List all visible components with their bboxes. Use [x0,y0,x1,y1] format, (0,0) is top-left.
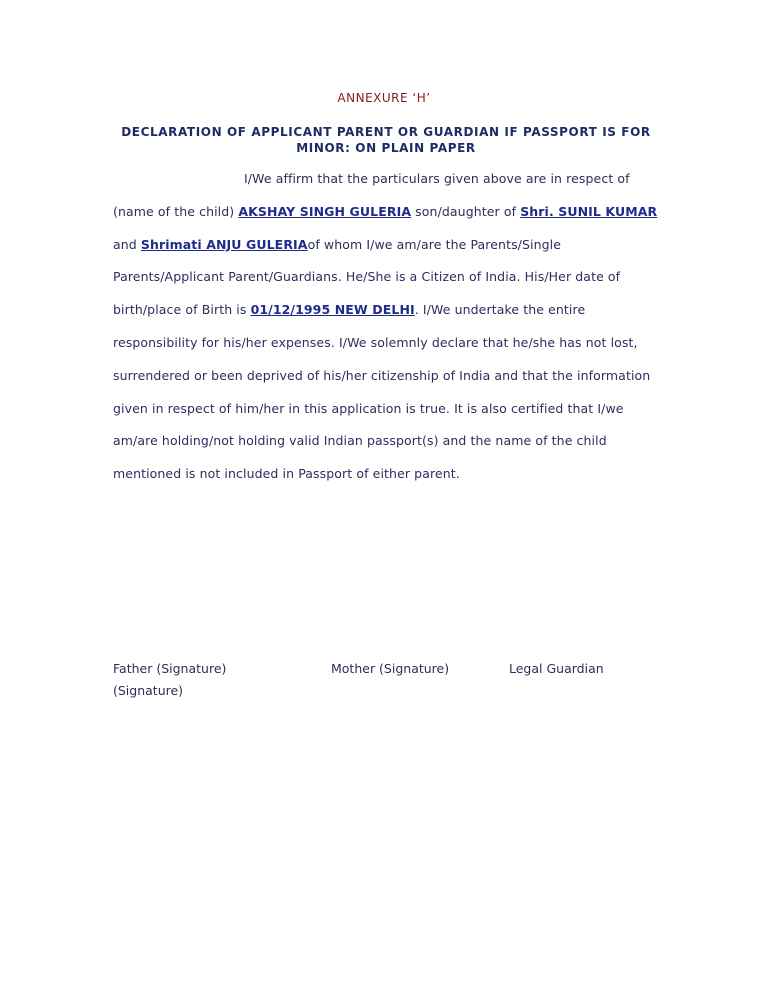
annexure-title: ANNEXURE ‘H’ [337,91,431,105]
declaration-title: DECLARATION OF APPLICANT PARENT OR GUARDIAN IF PASSPORT IS FOR MINOR: ON PLAIN PAPER [121,125,651,155]
birth-info: 01/12/1995 NEW DELHI [250,302,415,318]
guardian-signature-label-line2: (Signature) [113,683,184,698]
father-signature-label: Father (Signature) [113,661,227,676]
guardian-signature-label: Legal Guardian [509,661,604,676]
mother-name: Shrimati ANJU GULERIA [140,236,308,252]
body-text-2: son/daughter of [411,203,521,219]
body-text-1: I/We affirm that the particulars given above are in respect of (name of the child) [113,171,630,219]
declaration-body [113,163,658,491]
father-name: Shri. SUNIL KUMAR [520,203,658,219]
child-name: AKSHAY SINGH GULERIA [238,203,412,219]
body-text-5: . I/We undertake the entire responsibility for his/her expenses. I/We solemnly declare that he/she has not lost, surrendered or been deprived of his/her citizenship of India and that the information given in respect of him/her in this application is true. It is also certified that I/we am/are holding/not holding valid Indian passport(s) and the name of the child mentioned is not included in Passport of either parent. [113,302,651,482]
body-text-3: and [113,236,141,252]
body-text-4: of whom I/we am/are the Parents/Single Parents/Applicant Parent/Guardians. He/She is a Citizen of India. His/Her date of birth/place of Birth is [113,236,621,318]
mother-signature-label: Mother (Signature) [331,661,450,676]
